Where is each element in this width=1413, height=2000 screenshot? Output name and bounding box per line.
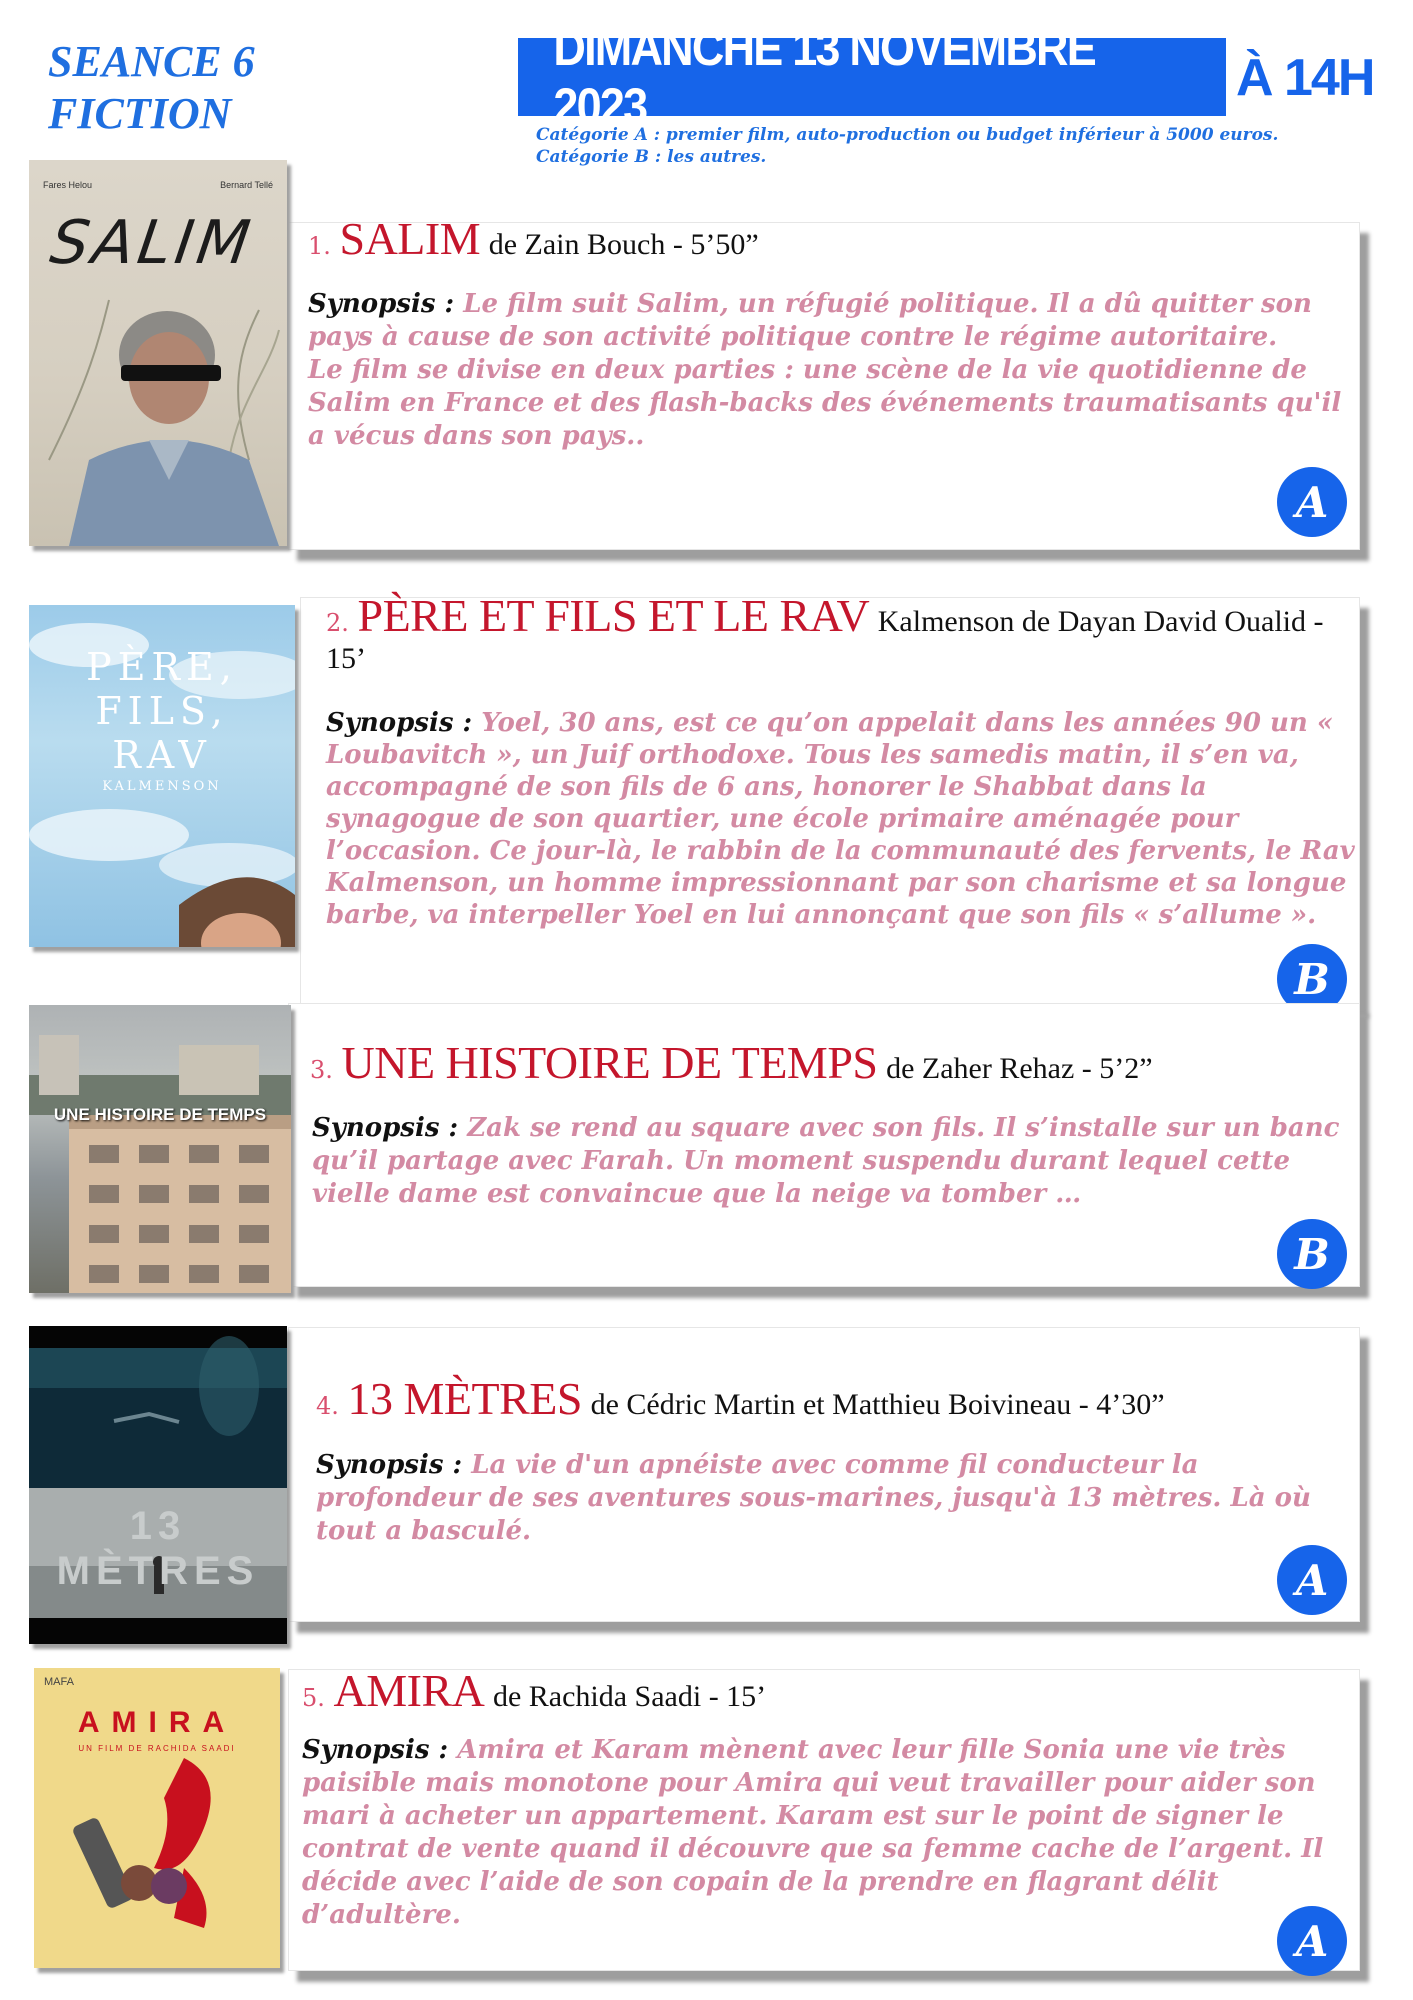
seance-genre: FICTION bbox=[48, 89, 232, 138]
category-badge-5: A bbox=[1277, 1906, 1347, 1976]
synopsis-text: La vie d'un apnéiste avec comme fil conducteur la profondeur de ses aventures sous-marines, jusqu'à 13 mètres. Là où tout a basculé. bbox=[316, 1450, 1311, 1546]
film-title-2 bbox=[326, 590, 1346, 678]
film-title-1 bbox=[308, 213, 1348, 264]
poster-line: KALMENSON bbox=[102, 779, 222, 794]
synopsis-text: Amira et Karam mènent avec leur fille Sonia une vie très paisible mais monotone pour Amira qui veut travailler pour aider son mari à acheter un appartement. Karam est sur le point de signer le contrat de vente quand il découvre que sa femme cache de l’argent. Il décide avec l’aide de son copain de la prendre en flagrant délit d’adultère. bbox=[302, 1735, 1324, 1930]
synopsis-label: Synopsis : bbox=[312, 1113, 459, 1143]
poster-line: RAV bbox=[112, 733, 212, 777]
poster-amira-title: AMIRA bbox=[77, 1706, 237, 1739]
film-credit: de Zain Bouch - 5’50” bbox=[488, 228, 759, 261]
film-number: 4. bbox=[316, 1392, 339, 1420]
poster-salim-actor-right: Bernard Tellé bbox=[220, 180, 273, 190]
poster-pere-fils-title bbox=[29, 645, 295, 797]
film-name: AMIRA bbox=[333, 1665, 485, 1716]
category-badge-1: A bbox=[1277, 467, 1347, 537]
film-credit: de Zaher Rehaz - 5’2” bbox=[886, 1052, 1153, 1085]
synopsis-text-2: Le film se divise en deux parties : une scène de la vie quotidienne de Salim en France et des flash-backs des événements traumatisants qu'il a vécus dans son pays.. bbox=[308, 355, 1342, 451]
film-number: 1. bbox=[308, 232, 331, 260]
film-synopsis-5 bbox=[302, 1734, 1352, 1932]
poster-13-metres-art bbox=[29, 1326, 287, 1644]
film-name: PÈRE ET FILS ET LE RAV bbox=[357, 590, 870, 641]
poster-line: PÈRE, bbox=[86, 645, 238, 689]
category-b-text: Catégorie B : les autres. bbox=[536, 147, 767, 167]
film-credit: de Rachida Saadi - 15’ bbox=[492, 1680, 767, 1713]
category-a-text: Catégorie A : premier film, auto-production ou budget inférieur à 5000 euros. bbox=[536, 125, 1279, 145]
poster-pere-fils bbox=[29, 605, 295, 947]
date-banner bbox=[518, 20, 1226, 134]
film-title-5 bbox=[302, 1665, 1342, 1716]
poster-salim-title: SALIM bbox=[46, 208, 258, 278]
synopsis-label: Synopsis : bbox=[308, 289, 455, 319]
poster-salim bbox=[29, 160, 287, 546]
category-badge-3: B bbox=[1277, 1219, 1347, 1289]
poster-13-metres bbox=[29, 1326, 287, 1644]
time-text: À 14H bbox=[1236, 49, 1374, 107]
synopsis-label: Synopsis : bbox=[302, 1735, 449, 1765]
poster-amira-subtitle: UN FILM DE RACHIDA SAADI bbox=[78, 1744, 236, 1753]
synopsis-label: Synopsis : bbox=[316, 1450, 463, 1480]
poster-13-metres-title: 13 MÈTRES bbox=[56, 1504, 260, 1593]
poster-amira bbox=[34, 1668, 280, 1968]
film-synopsis-3 bbox=[312, 1112, 1352, 1211]
poster-line: FILS, bbox=[95, 689, 229, 733]
film-synopsis-1 bbox=[308, 288, 1353, 453]
film-title-4 bbox=[316, 1373, 1356, 1424]
poster-amira-brand: MAFA bbox=[44, 1676, 74, 1688]
poster-histoire-temps-art bbox=[29, 1005, 291, 1293]
film-number: 3. bbox=[310, 1056, 333, 1084]
category-badge-4: A bbox=[1277, 1545, 1347, 1615]
film-name: 13 MÈTRES bbox=[347, 1373, 582, 1424]
seance-number: SEANCE 6 bbox=[48, 37, 255, 86]
synopsis-text: Yoel, 30 ans, est ce qu’on appelait dans les années 90 un « Loubavitch », un Juif orthodoxe. Tous les samedis matin, il s’en va, accompagné de son fils de 6 ans, honorer le Shabbat dans la synagogue de son quartier, une école primaire aménagée pour l’occasion. Ce jour-là, le rabbin de la communauté des fervents, le Rav Kalmenson, un homme impressionnant par son charisme et sa longue barbe, va interpeller Yoel en lui annonçant que son fils « s’allume ». bbox=[326, 708, 1355, 930]
poster-histoire-temps bbox=[29, 1005, 291, 1293]
category-legend bbox=[536, 124, 1278, 168]
category-badge-2: B bbox=[1277, 944, 1347, 1014]
film-title-3 bbox=[310, 1037, 1350, 1088]
synopsis-text: Zak se rend au square avec son fils. Il s’installe sur un banc qu’il partage avec Farah. Un moment suspendu durant lequel cette vielle dame est convaincue que la neige va tomber … bbox=[312, 1113, 1340, 1209]
film-name: UNE HISTOIRE DE TEMPS bbox=[341, 1037, 878, 1088]
film-number: 5. bbox=[302, 1684, 325, 1712]
film-name: SALIM bbox=[339, 213, 481, 264]
film-synopsis-4 bbox=[316, 1449, 1356, 1548]
film-credit: Kalmenson de Dayan David Oualid - 15’ bbox=[326, 605, 1324, 675]
film-number: 2. bbox=[326, 609, 349, 637]
film-credit: de Cédric Martin et Matthieu Boivineau - 4’30” bbox=[590, 1388, 1165, 1421]
film-synopsis-2 bbox=[326, 707, 1356, 931]
date-text: DIMANCHE 13 NOVEMBRE 2023 bbox=[553, 20, 1095, 134]
poster-histoire-temps-title: UNE HISTOIRE DE TEMPS bbox=[53, 1105, 267, 1124]
synopsis-text: Le film suit Salim, un réfugié politique. Il a dû quitter son pays à cause de son activité politique contre le régime autoritaire. bbox=[308, 289, 1312, 352]
poster-salim-actor-left: Fares Helou bbox=[43, 180, 93, 190]
seance-heading bbox=[48, 36, 255, 140]
synopsis-label: Synopsis : bbox=[326, 708, 473, 738]
